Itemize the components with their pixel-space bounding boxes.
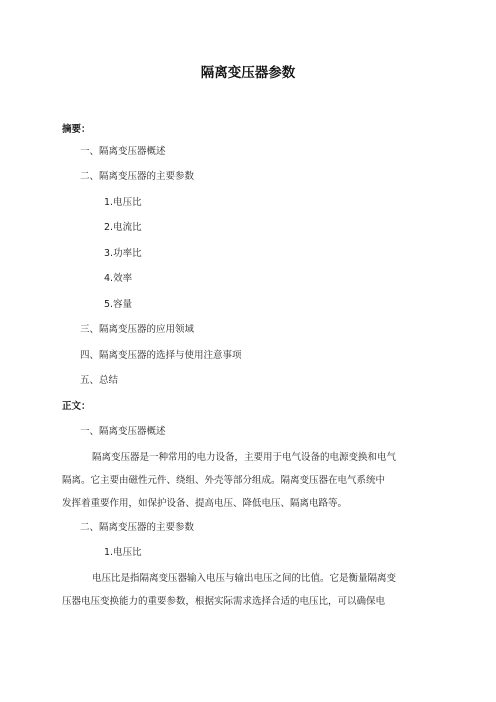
body-heading: 正文：	[62, 401, 91, 412]
subsection-heading: 1.电压比	[104, 547, 142, 558]
toc-item: 五、总结	[80, 375, 119, 386]
toc-subitem: 4.效率	[104, 273, 133, 284]
section-heading: 一、隔离变压器概述	[80, 426, 166, 437]
paragraph-line: 发挥着重要作用，如保护设备、提高电压、降低电压、隔离电路等。	[62, 498, 348, 509]
toc-subitem: 3.功率比	[104, 248, 142, 259]
toc-subitem: 2.电流比	[104, 222, 142, 233]
toc-item: 一、隔离变压器概述	[80, 146, 166, 157]
paragraph-line: 压器电压变换能力的重要参数，根据实际需求选择合适的电压比，可以确保电	[62, 596, 386, 607]
toc-item: 二、隔离变压器的主要参数	[80, 171, 195, 182]
paragraph-line: 电压比是指隔离变压器输入电压与输出电压之间的比值。它是衡量隔离变	[92, 573, 397, 584]
paragraph-line: 隔离变压器是一种常用的电力设备，主要用于电气设备的电源变换和电气	[92, 452, 397, 463]
abstract-heading: 摘要：	[62, 124, 91, 135]
section-heading: 二、隔离变压器的主要参数	[80, 522, 195, 533]
paragraph-line: 隔离。它主要由磁性元件、绕组、外壳等部分组成。隔离变压器在电气系统中	[62, 475, 386, 486]
toc-item: 四、隔离变压器的选择与使用注意事项	[80, 350, 242, 361]
toc-item: 三、隔离变压器的应用领域	[80, 324, 195, 335]
toc-subitem: 5.容量	[104, 299, 133, 310]
toc-subitem: 1.电压比	[104, 197, 142, 208]
document-title: 隔离变压器参数	[200, 65, 296, 81]
